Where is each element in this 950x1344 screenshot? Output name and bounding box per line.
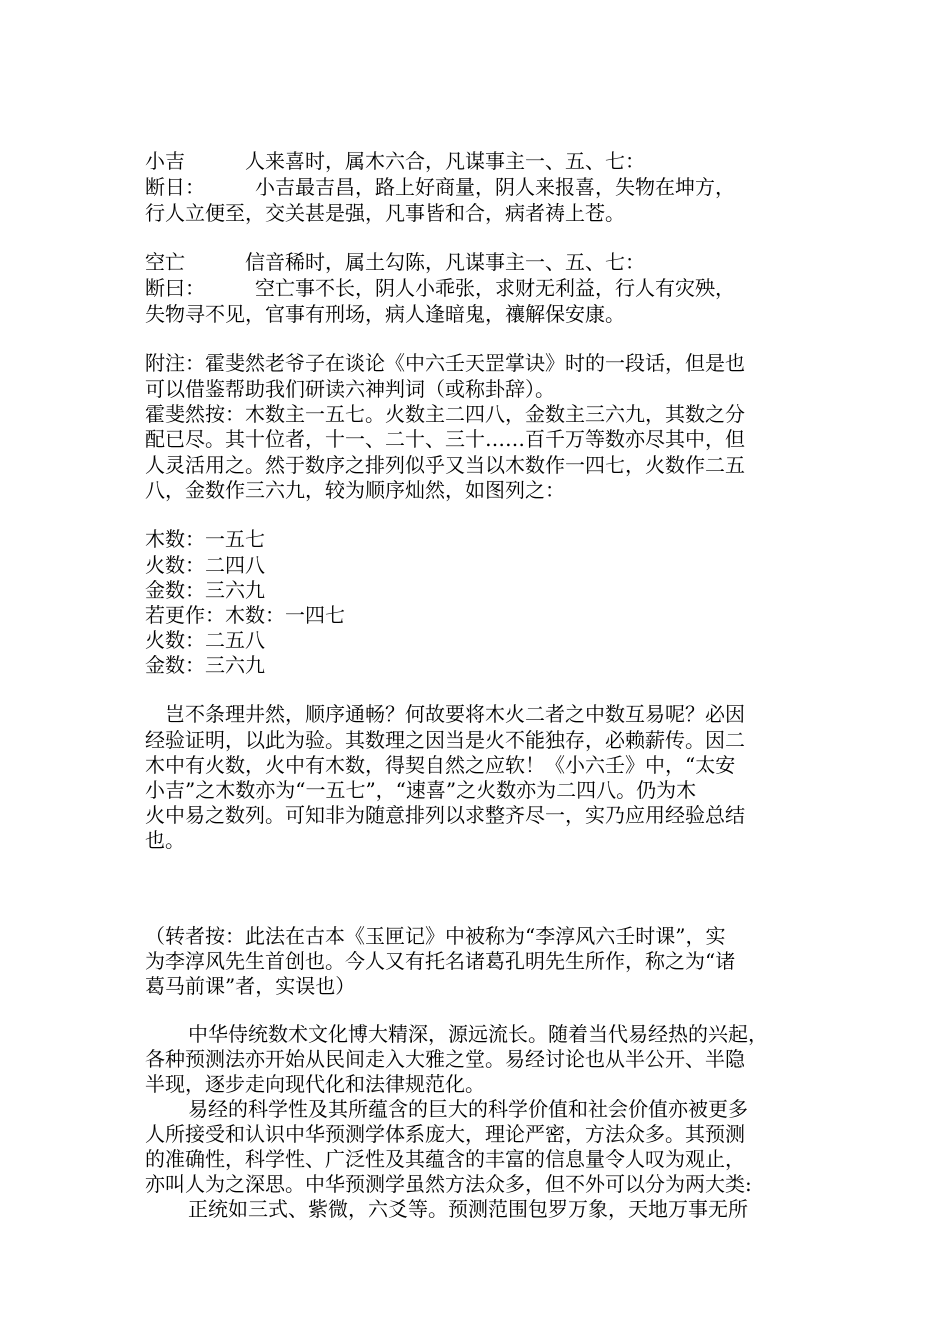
- numbers-line-6: 金数：三六九: [145, 653, 265, 677]
- numbers-line-1: 木数：一五七: [145, 527, 265, 551]
- note-line-1: 附注：霍斐然老爷子在谈论《中六壬天罡掌诀》时的一段话，但是也: [145, 351, 745, 375]
- comment-line-3: 木中有火数，火中有木数，得契自然之应软！《小六壬》中，“太安: [145, 753, 736, 777]
- transcriber-line-1: （转者按：此法在古本《玉匣记》中被称为“李淳风六壬时课”，实: [145, 924, 726, 948]
- intro-line-4: 易经的科学性及其所蕴含的巨大的科学价值和社会价值亦被更多: [188, 1097, 748, 1121]
- note-line-4: 配已尽。其十位者，十一、二十、三十……百千万等数亦尽其中，但: [145, 427, 745, 451]
- comment-line-4: 小吉”之木数亦为“一五七”，“速喜”之火数亦为二四八。仍为木: [145, 778, 697, 802]
- comment-line-5: 火中易之数列。可知非为随意排列以求整齐尽一，实乃应用经验总结: [145, 803, 745, 827]
- transcriber-line-2: 为李淳风先生首创也。今人又有托名诸葛孔明先生所作，称之为“诸: [145, 949, 736, 973]
- note-line-6: 八，金数作三六九，较为顺序灿然，如图列之：: [145, 478, 565, 502]
- intro-line-7: 亦叫人为之深思。中华预测学虽然方法众多，但不外可以分为两大类:: [145, 1172, 752, 1196]
- intro-line-5: 人所接受和认识中华预测学体系庞大，理论严密，方法众多。其预测: [145, 1122, 745, 1146]
- intro-line-6: 的准确性，科学性、广泛性及其蕴含的丰富的信息量令人叹为观止，: [145, 1147, 745, 1171]
- numbers-line-4: 若更作：木数：一四七: [145, 603, 345, 627]
- transcriber-line-3: 葛马前课”者，实误也）: [145, 974, 356, 998]
- numbers-line-2: 火数：二四八: [145, 553, 265, 577]
- note-line-3: 霍斐然按：木数主一五七。火数主二四八，金数主三六九，其数之分: [145, 402, 745, 426]
- numbers-line-3: 金数：三六九: [145, 578, 265, 602]
- xiaoji-line-2: 断日： 小吉最吉昌，路上好商量，阴人来报喜，失物在坤方，: [145, 175, 735, 199]
- xiaoji-line-3: 行人立便至，交关甚是强，凡事皆和合，病者祷上苍。: [145, 201, 625, 225]
- note-line-2: 可以借鉴帮助我们研读六神判词（或称卦辞）。: [145, 377, 555, 401]
- comment-line-2: 经验证明，以此为验。其数理之因当是火不能独存，必赖薪传。因二: [145, 728, 745, 752]
- intro-line-1: 中华侍统数术文化博大精深，源远流长。随着当代易经热的兴起，: [188, 1022, 768, 1046]
- note-line-5: 人灵活用之。然于数序之排列似乎又当以木数作一四七，火数作二五: [145, 453, 745, 477]
- kongwang-line-1: 空亡 信音稀时，属土勾陈，凡谋事主一、五、七：: [145, 250, 645, 274]
- xiaoji-line-1: 小吉 人来喜时，属木六合，凡谋事主一、五、七：: [145, 149, 645, 173]
- numbers-line-5: 火数：二五八: [145, 628, 265, 652]
- intro-line-3: 半现，逐步走向现代化和法律规范化。: [145, 1072, 485, 1096]
- intro-line-2: 各种预测法亦开始从民间走入大雅之堂。易经讨论也从半公开、半隐: [145, 1047, 745, 1071]
- intro-line-8: 正统如三式、紫微，六爻等。预测范围包罗万象，天地万事无所: [188, 1197, 748, 1221]
- kongwang-line-2: 断曰： 空亡事不长，阴人小乖张，求财无利益，行人有灾殃，: [145, 276, 735, 300]
- comment-line-1: 岂不条理井然，顺序通畅？何故要将木火二者之中数互易呢？必因: [165, 702, 745, 726]
- kongwang-line-3: 失物寻不见，官事有刑场，病人逢暗鬼，禳解保安康。: [145, 302, 625, 326]
- comment-line-6: 也。: [145, 828, 185, 852]
